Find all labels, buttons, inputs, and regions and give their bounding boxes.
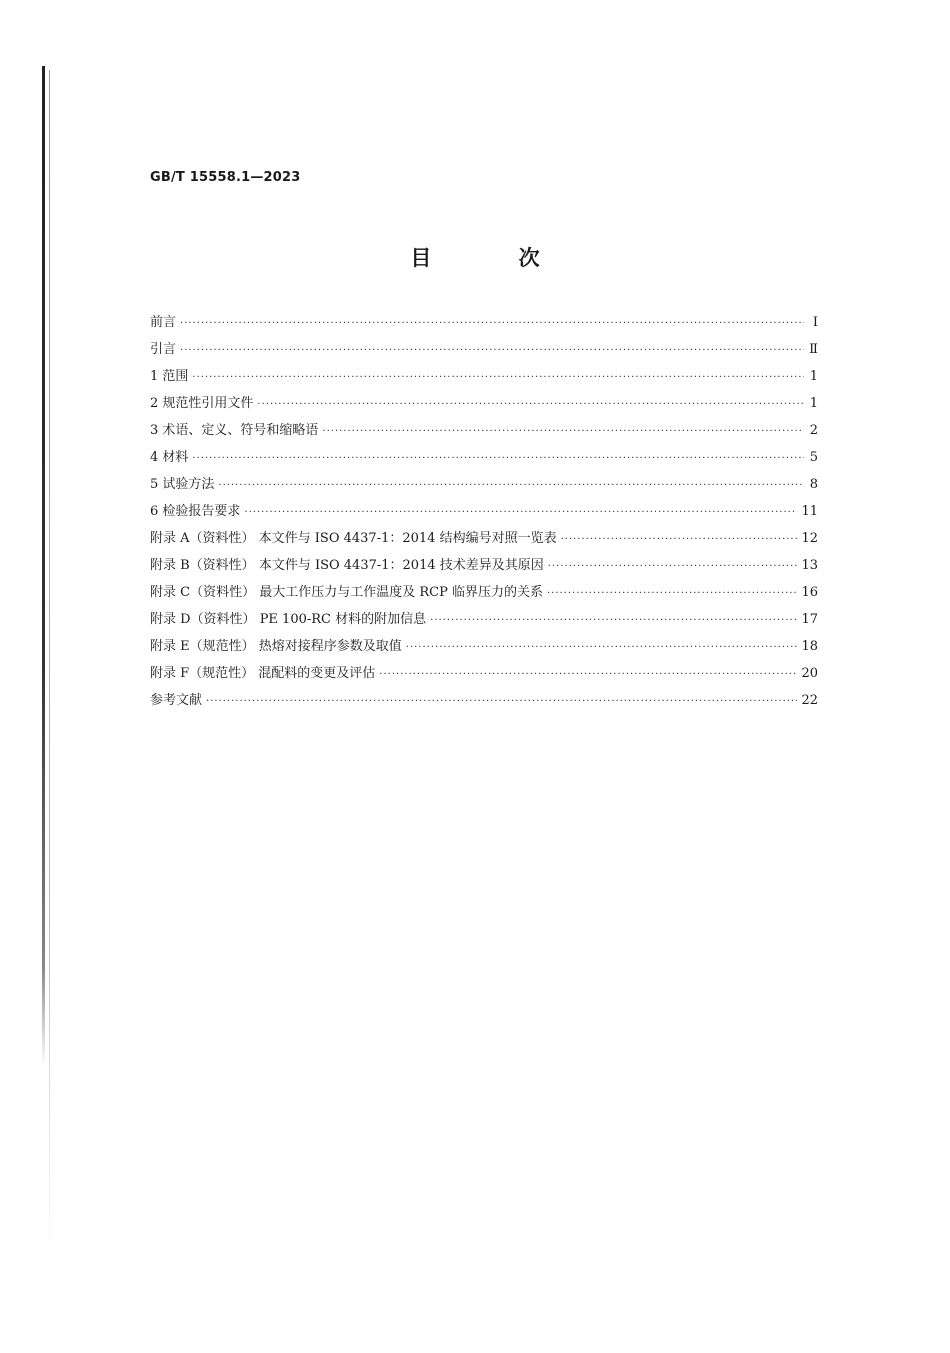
toc-leader-dots [561, 534, 798, 545]
toc-leader-dots [322, 426, 804, 437]
toc-entry-page: 17 [801, 612, 818, 627]
toc-entry-page: 5 [809, 450, 818, 465]
toc-entry-annex-c[interactable] [150, 581, 818, 608]
toc-leader-dots [547, 588, 797, 599]
toc-leader-dots [206, 696, 797, 707]
toc-entry-label: 附录 E（规范性） 热熔对接程序参数及取值 [150, 639, 402, 654]
toc-entry-label: 3 术语、定义、符号和缩略语 [150, 423, 319, 438]
toc-entry-label: 参考文献 [150, 693, 203, 708]
toc-entry-label: 4 材料 [150, 450, 189, 465]
toc-entry-page: 11 [801, 504, 818, 519]
toc-leader-dots [180, 345, 804, 356]
table-of-contents [150, 311, 818, 716]
toc-entry-label: 附录 B（资料性） 本文件与 ISO 4437-1：2014 技术差异及其原因 [150, 558, 544, 573]
toc-leader-dots [548, 561, 798, 572]
toc-entry-annex-f[interactable] [150, 662, 818, 689]
document-code: GB/T 15558.1—2023 [150, 170, 301, 185]
toc-leader-dots [379, 669, 797, 680]
toc-entry-page: 22 [801, 693, 818, 708]
toc-entry-label: 引言 [150, 342, 177, 357]
toc-entry-materials[interactable] [150, 446, 818, 473]
toc-entry-label: 附录 C（资料性） 最大工作压力与工作温度及 RCP 临界压力的关系 [150, 585, 543, 600]
toc-entry-page: 1 [809, 369, 818, 384]
toc-entry-label: 附录 F（规范性） 混配料的变更及评估 [150, 666, 376, 681]
toc-leader-dots [180, 318, 804, 329]
toc-entry-page: 2 [809, 423, 818, 438]
toc-entry-label: 6 检验报告要求 [150, 504, 241, 519]
toc-entry-introduction[interactable] [150, 338, 818, 365]
toc-entry-page: 16 [801, 585, 818, 600]
toc-leader-dots [192, 372, 804, 383]
toc-entry-page: Ⅰ [812, 315, 818, 330]
toc-leader-dots [218, 480, 804, 491]
toc-entry-page: 12 [801, 531, 818, 546]
toc-leader-dots [430, 615, 797, 626]
toc-entry-terms[interactable] [150, 419, 818, 446]
toc-entry-annex-d[interactable] [150, 608, 818, 635]
toc-entry-preface[interactable] [150, 311, 818, 338]
toc-entry-label: 附录 A（资料性） 本文件与 ISO 4437-1：2014 结构编号对照一览表 [150, 531, 557, 546]
toc-leader-dots [257, 399, 804, 410]
toc-entry-page: 18 [801, 639, 818, 654]
toc-title: 目 次 [410, 246, 580, 270]
toc-entry-annex-a[interactable] [150, 527, 818, 554]
toc-entry-page: 20 [801, 666, 818, 681]
toc-entry-label: 5 试验方法 [150, 477, 215, 492]
toc-entry-page: 8 [809, 477, 818, 492]
toc-entry-label: 1 范围 [150, 369, 189, 384]
toc-entry-page: Ⅱ [809, 342, 818, 357]
toc-entry-test-report[interactable] [150, 500, 818, 527]
toc-entry-page: 1 [809, 396, 818, 411]
toc-entry-scope[interactable] [150, 365, 818, 392]
toc-entry-label: 附录 D（资料性） PE 100-RC 材料的附加信息 [150, 612, 427, 627]
toc-entry-test-methods[interactable] [150, 473, 818, 500]
toc-entry-label: 2 规范性引用文件 [150, 396, 254, 411]
toc-entry-label: 前言 [150, 315, 177, 330]
toc-leader-dots [192, 453, 804, 464]
toc-entry-annex-b[interactable] [150, 554, 818, 581]
toc-entry-annex-e[interactable] [150, 635, 818, 662]
toc-entry-normative-references[interactable] [150, 392, 818, 419]
toc-entry-bibliography[interactable] [150, 689, 818, 716]
scan-edge-mark [42, 66, 45, 1066]
toc-leader-dots [244, 507, 797, 518]
toc-entry-page: 13 [801, 558, 818, 573]
toc-leader-dots [406, 642, 798, 653]
